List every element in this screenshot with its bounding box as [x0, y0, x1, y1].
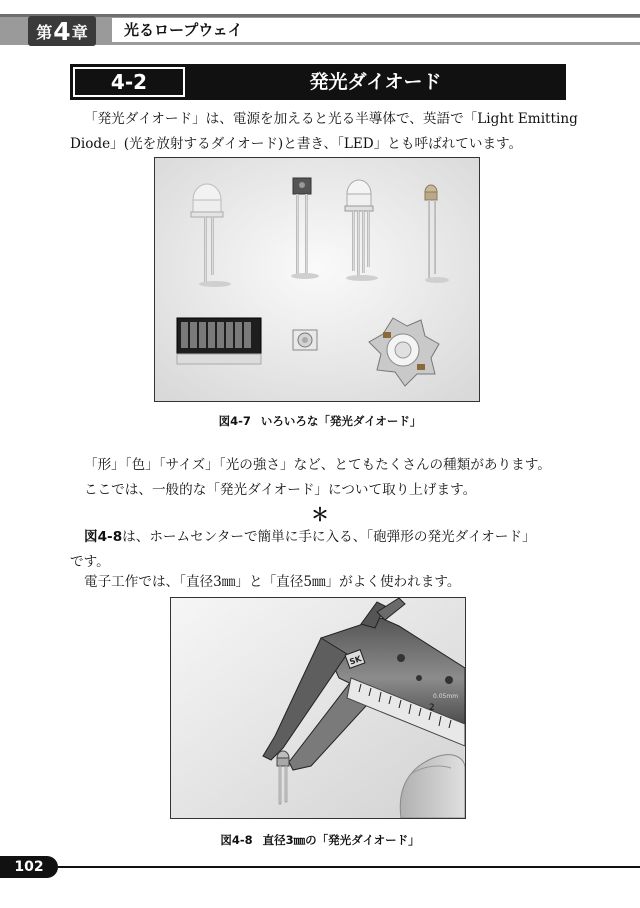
header-band-edge — [0, 14, 640, 17]
chapter-prefix: 第 — [36, 22, 53, 42]
figure-4-8-label: 図4-8 — [220, 833, 253, 847]
paragraph-line-3: 「形」「色」「サイズ」「光の強さ」など、とてもたくさんの種類があります。 — [84, 457, 551, 473]
figure-4-7-caption — [0, 413, 640, 429]
chapter-number: 4 — [53, 16, 71, 46]
scale-number: 2 — [429, 703, 435, 713]
chapter-title: 光るロープウェイ — [112, 18, 640, 42]
caliper-brand: SK — [348, 654, 363, 667]
paragraph-line-1: 「発光ダイオード」は、電源を加えると光る半導体で、英語で「Light Emitting — [84, 111, 578, 127]
section-title: 発光ダイオード — [309, 71, 442, 93]
figure-4-8-text: 直径3㎜の「発光ダイオード」 — [262, 833, 420, 847]
figure-4-7-text: いろいろな「発光ダイオード」 — [260, 414, 422, 428]
paragraph-line-2: Diode」(光を放射するダイオード)と書き、「LED」とも呼ばれています。 — [70, 136, 523, 152]
scale-reading: 0.05mm — [433, 693, 459, 700]
led-smd — [293, 330, 317, 350]
chapter-tab — [28, 16, 96, 46]
led-bar-graph — [177, 318, 261, 364]
figure-4-8-caption — [0, 832, 640, 848]
footer-rule — [58, 866, 640, 868]
figure-4-8-photo — [170, 597, 466, 819]
section-separator: ＊ — [311, 505, 329, 526]
section-heading — [70, 64, 566, 100]
paragraph-line-4: ここでは、一般的な「発光ダイオード」について取り上げます。 — [84, 482, 477, 498]
section-number: 4-2 — [73, 67, 185, 97]
page-number: 102 — [0, 856, 58, 878]
figure-4-7-label: 図4-7 — [218, 414, 251, 428]
paragraph-line-6: です。 — [70, 554, 110, 570]
paragraph-line-5-text: は、ホームセンターで簡単に手に入る、「砲弾形の発光ダイオード」 — [122, 529, 536, 545]
figure-4-7-photo — [154, 157, 480, 402]
paragraph-line-5 — [84, 524, 584, 551]
chapter-suffix: 章 — [71, 22, 88, 42]
paragraph-line-7: 電子工作では、「直径3㎜」と「直径5㎜」がよく使われます。 — [84, 574, 461, 590]
figure-reference: 図4-8 — [84, 529, 123, 545]
